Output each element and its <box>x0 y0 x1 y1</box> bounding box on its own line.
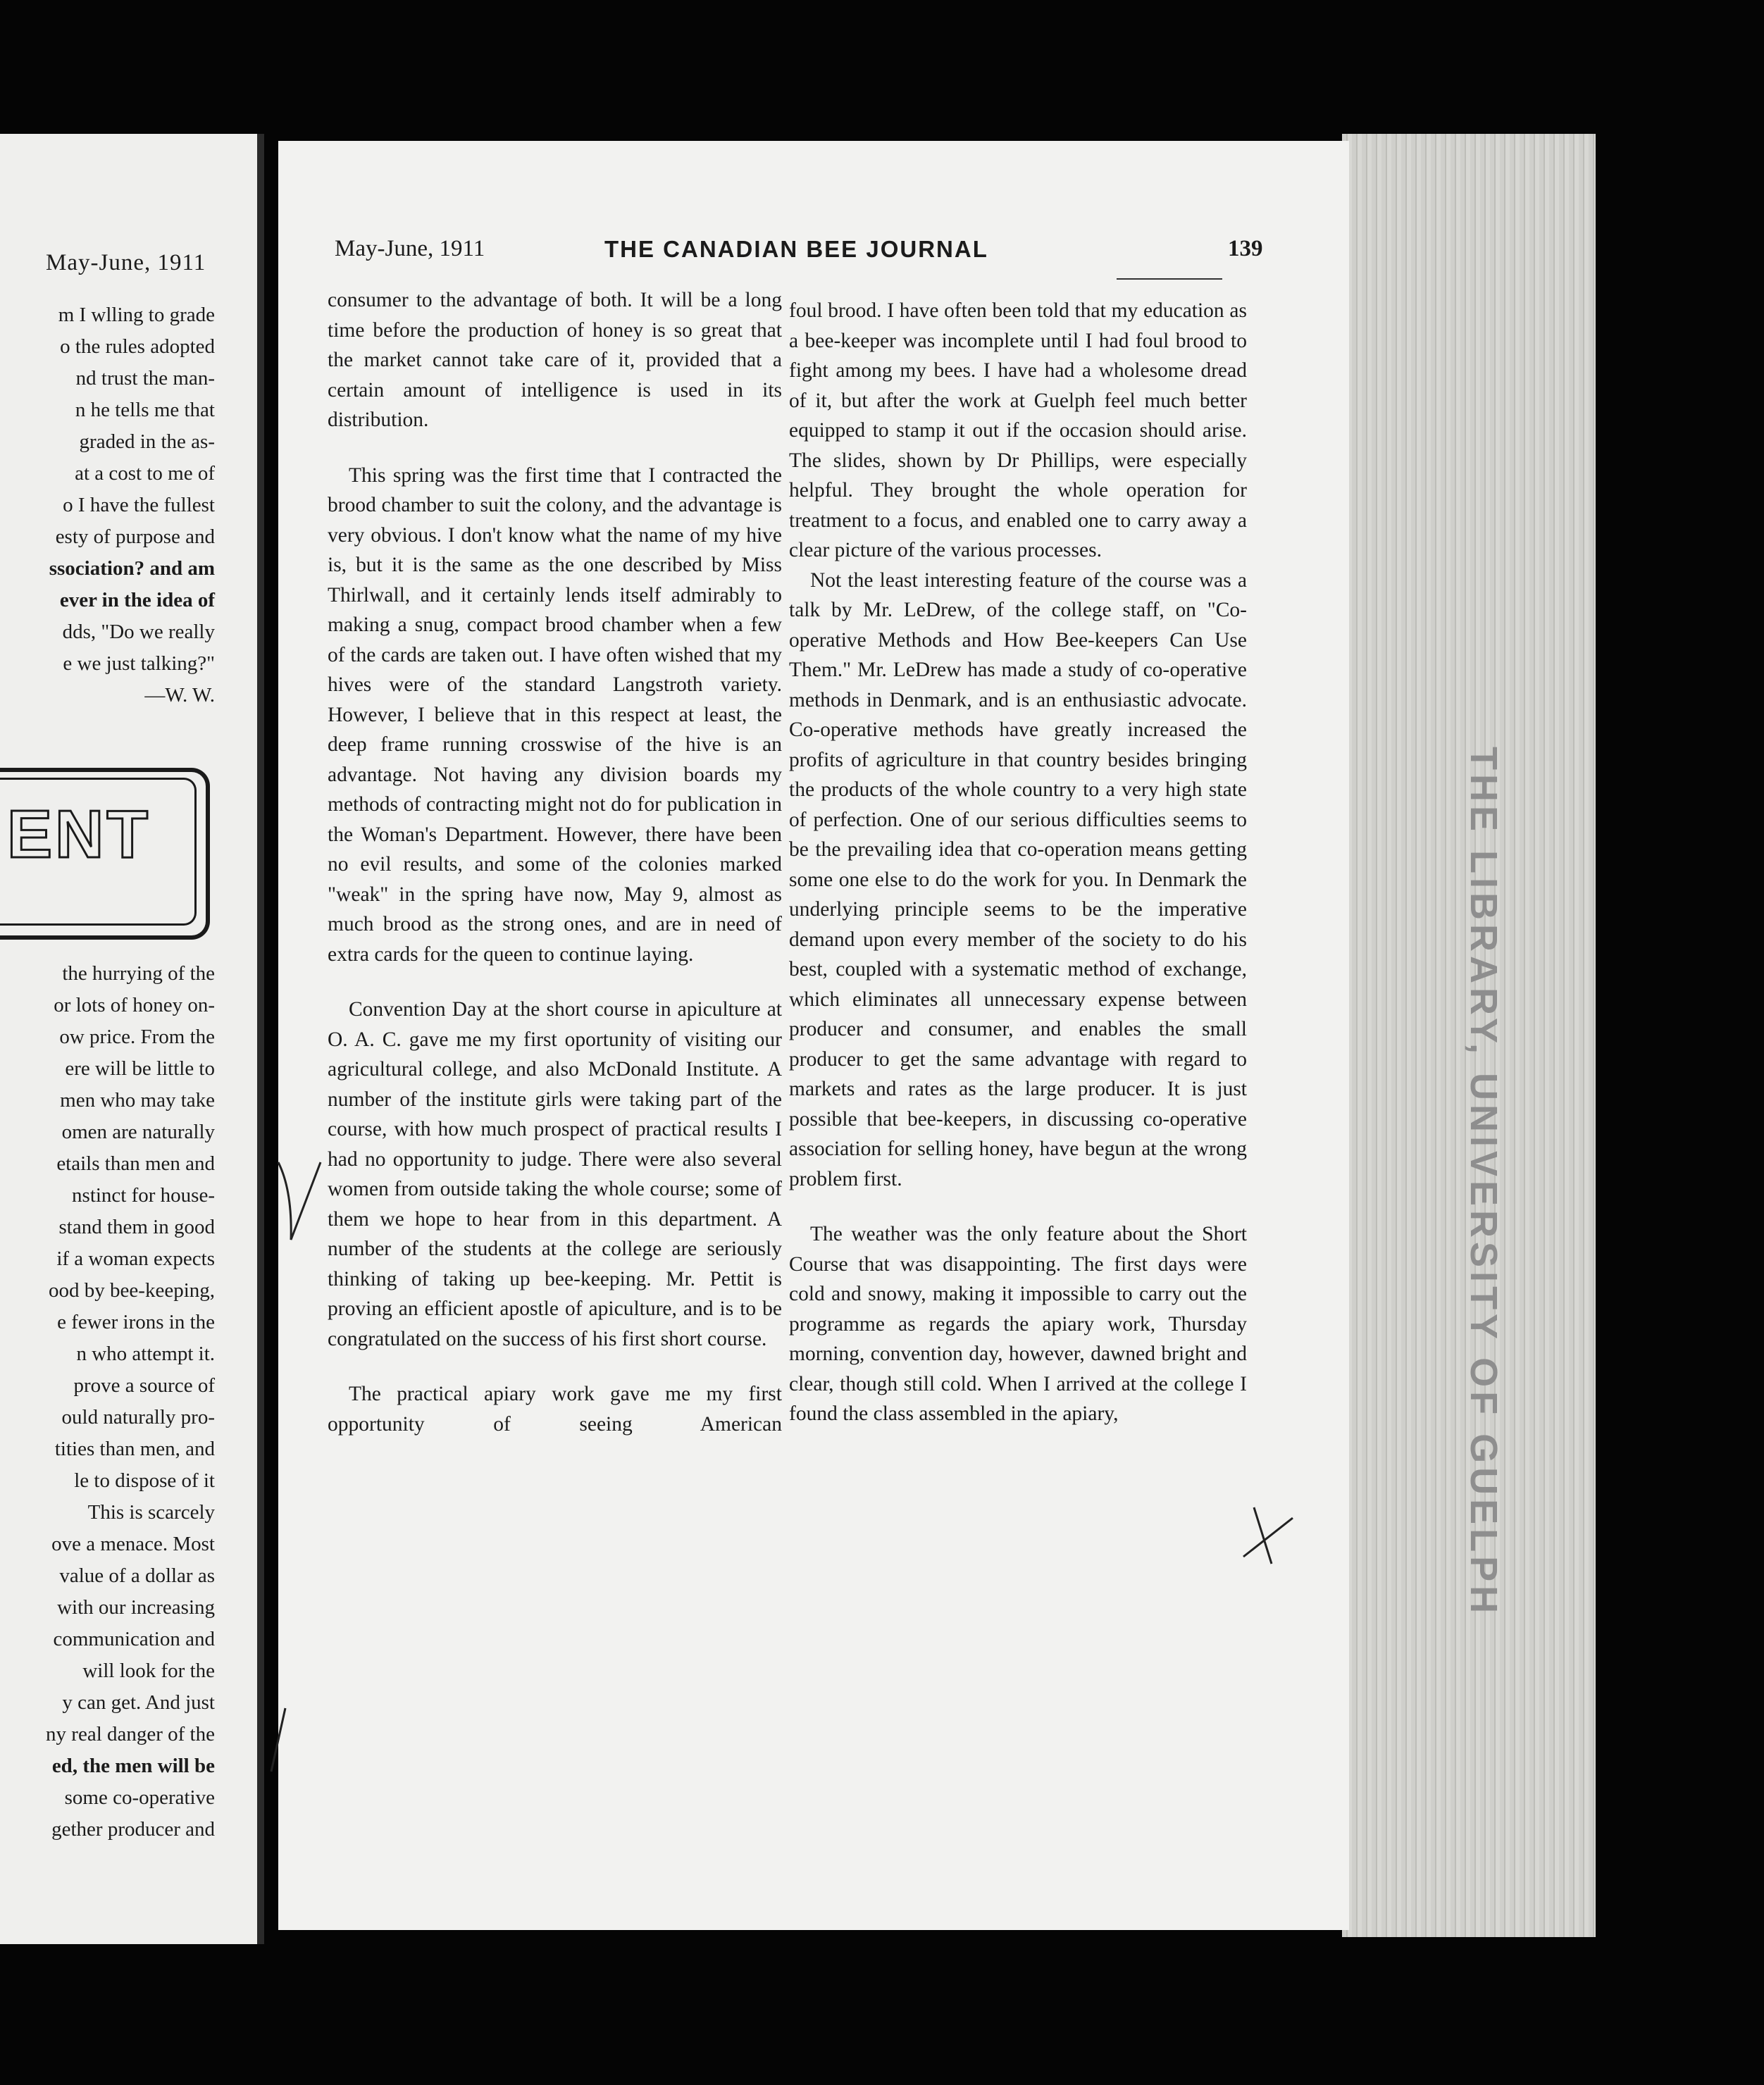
paragraph: consumer to the advantage of both. It will be a long time before the production of honey is so great that the market cannot take care of it, provided that a certain amount of intelligence is used in its distribution. <box>328 289 782 431</box>
paragraph: This spring was the first time that I contracted the brood chamber to suit the colony, and the advantage is very obvious. I don't know what the name of my hive is, but it is the same as the one described by Miss Thirlwall, and it certainly lends itself admirably to making a snug, compact brood chamber when a few of the cards are taken out. I have often wished that my hives were of the standard Langstroth variety. However, I believe that in this respect at least, the deep frame running crosswise of the hive is an advantage. Not having any division boards my methods of contracting might not do for publication in the Woman's Department. However, there have been no evil results, and some of the colonies marked "weak" in the spring have now, May 9, almost as much brood as the strong ones, and are in need of extra cards for the queen to continue laying. <box>328 463 782 966</box>
left-line: ow price. From the <box>59 1026 215 1048</box>
left-line: omen are naturally <box>61 1121 215 1143</box>
left-line: nd trust the man- <box>75 367 215 390</box>
paragraph: The weather was the only feature about the Short Course that was disappointing. The first days were cold and snowy, making it impossible to carry out the programme as regards the apiary work, Thursday morning, convention day, however, dawned bright and clear, though still cold. When I arrived at the college I found the class assembled in the apiary, <box>789 1223 1247 1425</box>
left-line: ere will be little to <box>65 1057 215 1080</box>
article-column-1 <box>328 285 782 1439</box>
left-line: ed, the men will be <box>51 1755 215 1777</box>
left-line: will look for the <box>82 1660 215 1682</box>
left-line: men who may take <box>60 1089 215 1112</box>
left-line: m I wlling to grade <box>58 304 215 326</box>
department-heading-text: ENT <box>7 797 151 872</box>
left-line: e we just talking?" <box>63 652 215 675</box>
paragraph: Not the least interesting feature of the course was a talk by Mr. LeDrew, of the college staff, on "Co-operative Methods and How Bee-keepers Can Use Them." Mr. LeDrew has made a study of co-operative methods in Denmark, and is an enthusiastic advocate. Co-operative methods have greatly increased the profits of agriculture in that country besides bringing the products of the whole country to a very high state of perfection. One of our serious difficulties seems to be the prevailing idea that co-operation means getting some one else to do the work for you. In Denmark the underlying principle seems to be the imperative demand upon every member of the society to do his best, coupled with a systematic method of exchange, which eliminates all unnecessary expense between producer and consumer, and enables the small producer to get the same advantage with regard to markets and rates as the large producer. It is just possible that bee-keepers, in discussing co-operative association for selling honey, have begun at the wrong problem first. <box>789 568 1247 1190</box>
pencil-check-mark <box>271 1148 328 1247</box>
left-line: o I have the fullest <box>63 494 215 516</box>
left-line: ove a menace. Most <box>51 1533 215 1555</box>
left-line: nstinct for house- <box>72 1184 215 1207</box>
pencil-check-mark <box>264 1705 306 1775</box>
left-line: ever in the idea of <box>59 589 215 611</box>
left-line: This is scarcely <box>87 1501 215 1524</box>
pencil-cross-mark <box>1240 1504 1296 1567</box>
left-line: ould naturally pro- <box>61 1406 215 1429</box>
left-line: prove a source of <box>73 1374 215 1397</box>
left-line: esty of purpose and <box>55 525 215 548</box>
left-line: etails than men and <box>56 1152 215 1175</box>
paragraph: foul brood. I have often been told that my education as a bee-keeper was incomplete until I had foul brood to fight among my bees. I have had a wholesome dread of it, but after the work at Guelph feel much better equipped to stamp it out if the occasion should arise. The slides, shown by Dr Phillips, were especially helpful. They brought the whole operation for treatment to a focus, and enabled one to carry away a clear picture of the various processes. <box>789 299 1247 561</box>
left-line: n who attempt it. <box>76 1343 215 1365</box>
left-line: or lots of honey on- <box>54 994 215 1016</box>
journal-title: THE CANADIAN BEE JOURNAL <box>604 236 988 262</box>
left-line: if a woman expects <box>56 1247 215 1270</box>
left-line: at a cost to me of <box>75 462 215 485</box>
left-line: e fewer irons in the <box>57 1311 215 1333</box>
left-line: the hurrying of the <box>62 962 215 985</box>
left-line: o the rules adopted <box>60 335 215 358</box>
left-line: graded in the as- <box>79 430 215 453</box>
left-line: n he tells me that <box>75 399 215 421</box>
left-line: with our increasing <box>57 1596 215 1619</box>
left-line: ood by bee-keeping, <box>49 1279 215 1302</box>
paragraph: The practical apiary work gave me my first opportunity of seeing American <box>328 1383 782 1436</box>
left-page-header-date: May-June, 1911 <box>46 250 206 275</box>
header-rule <box>1117 278 1222 280</box>
left-page-column-bottom <box>0 958 215 1846</box>
left-line: stand them in good <box>58 1216 215 1238</box>
library-stamp: THE LIBRARY, UNIVERSITY OF GUELPH <box>1462 747 1505 1618</box>
left-signature: —W. W. <box>144 684 215 707</box>
page-number: 139 <box>1228 236 1263 261</box>
left-line: le to dispose of it <box>74 1469 215 1492</box>
left-line: gether producer and <box>51 1818 215 1841</box>
left-line: some co-operative <box>64 1786 215 1809</box>
paragraph: Convention Day at the short course in apiculture at O. A. C. gave me my first oportunity of visiting our agricultural college, and also McDonald Institute. A number of the institute girls were taking part of the course, with how much prospect of practical results I had no opportunity to judge. There were also several women from outside taking the whole course; some of them we hope to hear from in this department. A number of the students at the college are seriously thinking of taking up bee-keeping. Mr. Pettit is proving an efficient apostle of apiculture, and is to be congratulated on the success of his first short course. <box>328 998 782 1350</box>
left-line: tities than men, and <box>54 1438 215 1460</box>
left-line: dds, "Do we really <box>62 621 215 643</box>
left-line: ny real danger of the <box>46 1723 215 1745</box>
left-page-column-top <box>0 299 215 711</box>
left-line: y can get. And just <box>62 1691 215 1714</box>
header-date: May-June, 1911 <box>335 236 485 261</box>
left-line: value of a dollar as <box>59 1564 215 1587</box>
left-line: ssociation? and am <box>49 557 215 580</box>
article-column-2 <box>789 296 1247 1429</box>
left-line: communication and <box>53 1628 215 1650</box>
